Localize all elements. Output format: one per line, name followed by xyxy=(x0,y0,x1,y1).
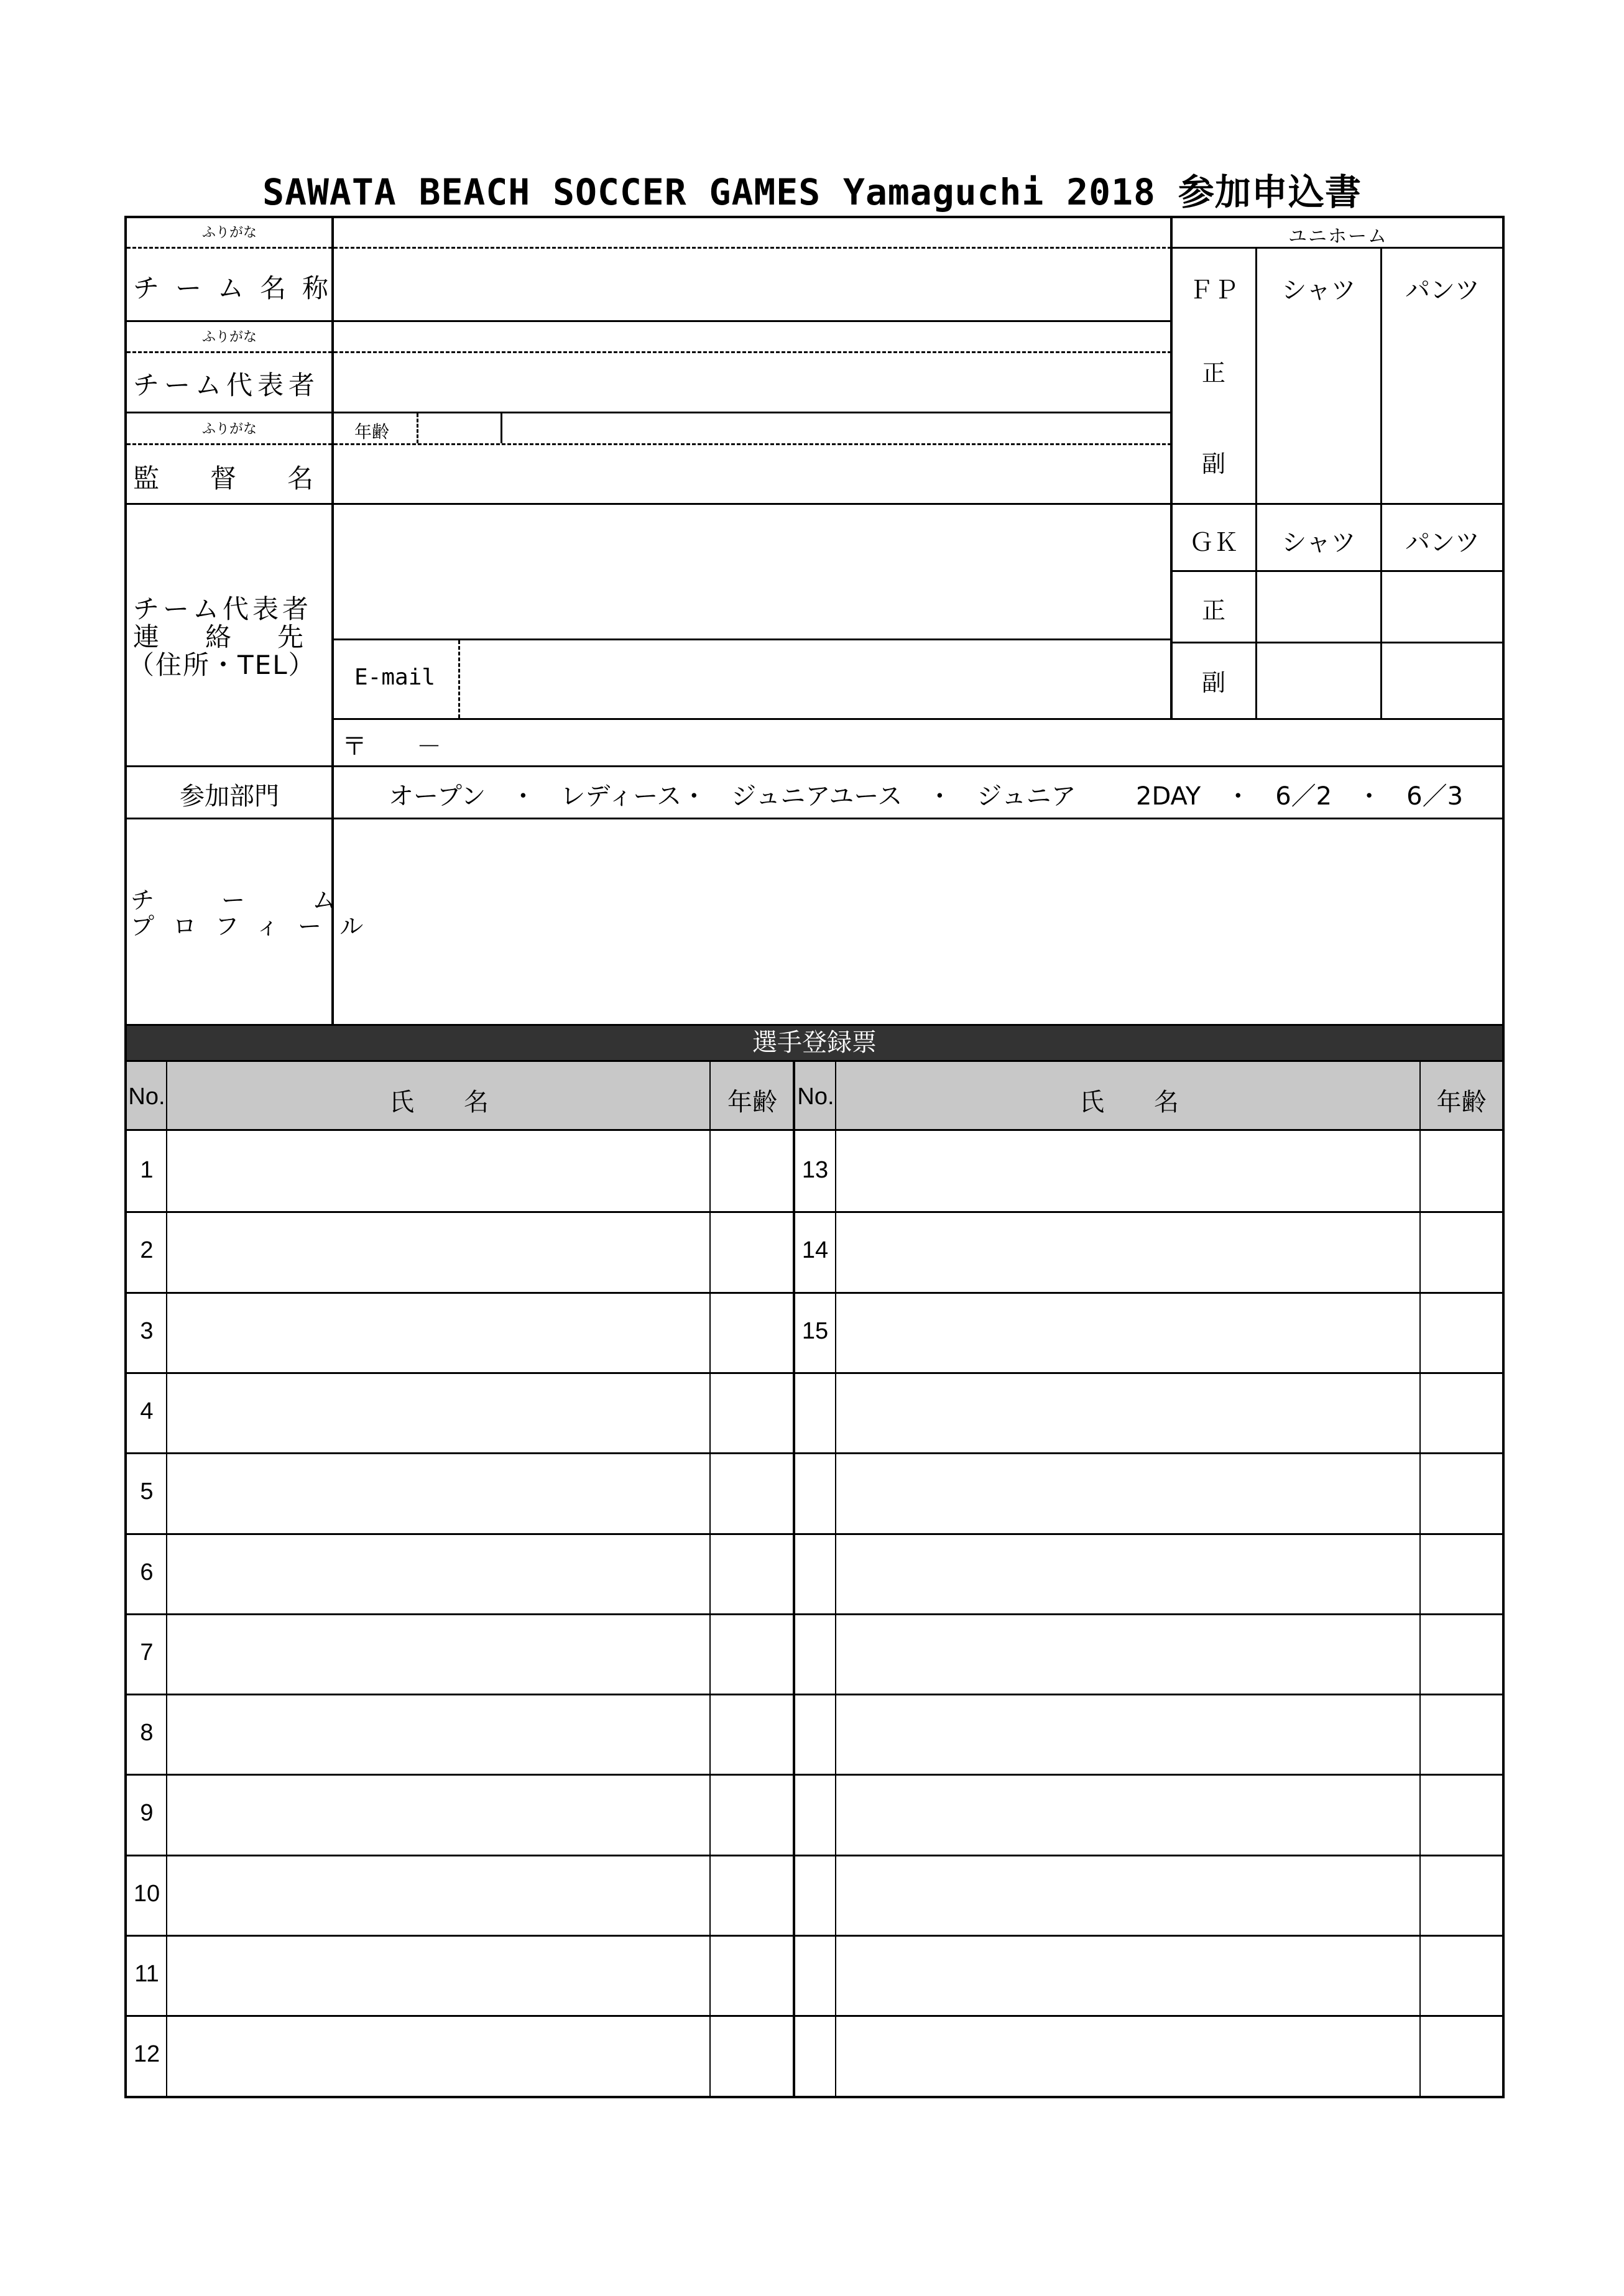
coach-label: 監督名 xyxy=(133,463,365,494)
coach-furigana-label: ふりがな xyxy=(201,422,257,437)
profile-label-line2: プロフィール xyxy=(131,913,382,940)
roster-left-row-number: 9 xyxy=(140,1800,154,1826)
roster-left-no-header: No. xyxy=(128,1084,165,1110)
fp-pants-label: パンツ xyxy=(1405,276,1480,305)
contact-label-line2: 連絡先 xyxy=(133,622,350,652)
roster-left-row-number: 12 xyxy=(133,2041,160,2067)
team-name-label: チーム名称 xyxy=(133,273,345,303)
roster-right-row-number: 15 xyxy=(801,1318,829,1344)
fp-primary-label: 正 xyxy=(1201,359,1225,387)
representative-label: チーム代表者 xyxy=(133,370,320,400)
division-label: 参加部門 xyxy=(180,782,279,811)
division-options: オープン ・ レディース・ ジュニアユース ・ ジュニア xyxy=(389,782,1076,811)
roster-right-row-number: 14 xyxy=(801,1237,829,1263)
application-form xyxy=(124,216,1505,2098)
postal-code-label: 〒 － xyxy=(342,732,454,761)
team-name-furigana-label: ふりがな xyxy=(201,225,257,241)
uniform-gk-label: ＧＫ xyxy=(1189,528,1239,557)
fp-secondary-label: 副 xyxy=(1201,450,1225,477)
roster-left-row-number: 4 xyxy=(140,1398,154,1424)
division-days: 2DAY ・ 6／2 ・ 6／3 xyxy=(1136,782,1464,811)
uniform-header: ユニホーム xyxy=(1288,226,1388,247)
roster-right-age-header: 年齢 xyxy=(1436,1088,1487,1117)
roster-left-age-header: 年齢 xyxy=(727,1088,777,1117)
coach-age-label: 年齢 xyxy=(354,422,390,442)
roster-left-row-number: 3 xyxy=(140,1318,154,1344)
contact-label-line1: チーム代表者 xyxy=(133,594,313,624)
gk-pants-label: パンツ xyxy=(1405,528,1480,557)
representative-furigana-label: ふりがな xyxy=(201,330,257,345)
gk-primary-label: 正 xyxy=(1201,597,1225,624)
fp-shirt-label: シャツ xyxy=(1281,276,1356,305)
roster-left-row-number: 10 xyxy=(133,1881,160,1907)
roster-left-name-header: 氏 名 xyxy=(389,1088,489,1117)
roster-left-row-number: 6 xyxy=(140,1559,154,1585)
page-title: SAWATA BEACH SOCCER GAMES Yamaguchi 2018 参加申込書 xyxy=(262,171,1362,213)
gk-secondary-label: 副 xyxy=(1201,669,1225,696)
roster-left-row-number: 7 xyxy=(140,1639,154,1666)
roster-left-row-number: 1 xyxy=(140,1157,154,1183)
roster-title-bar: 選手登録票 xyxy=(127,1026,1502,1060)
uniform-fp-label: ＦＰ xyxy=(1189,276,1239,305)
roster-left-row-number: 5 xyxy=(140,1478,154,1505)
email-label: E-mail xyxy=(354,665,436,690)
roster-right-no-header: No. xyxy=(797,1084,834,1110)
roster-right-row-number: 13 xyxy=(801,1157,829,1183)
profile-label-line1: チーム xyxy=(131,887,404,914)
roster-left-row-number: 2 xyxy=(140,1237,154,1263)
roster-left-row-number: 8 xyxy=(140,1720,154,1746)
gk-shirt-label: シャツ xyxy=(1281,528,1356,557)
roster-left-row-number: 11 xyxy=(134,1961,159,1987)
contact-label-line3: （住所・TEL） xyxy=(128,650,316,680)
roster-right-name-header: 氏 名 xyxy=(1079,1088,1179,1117)
